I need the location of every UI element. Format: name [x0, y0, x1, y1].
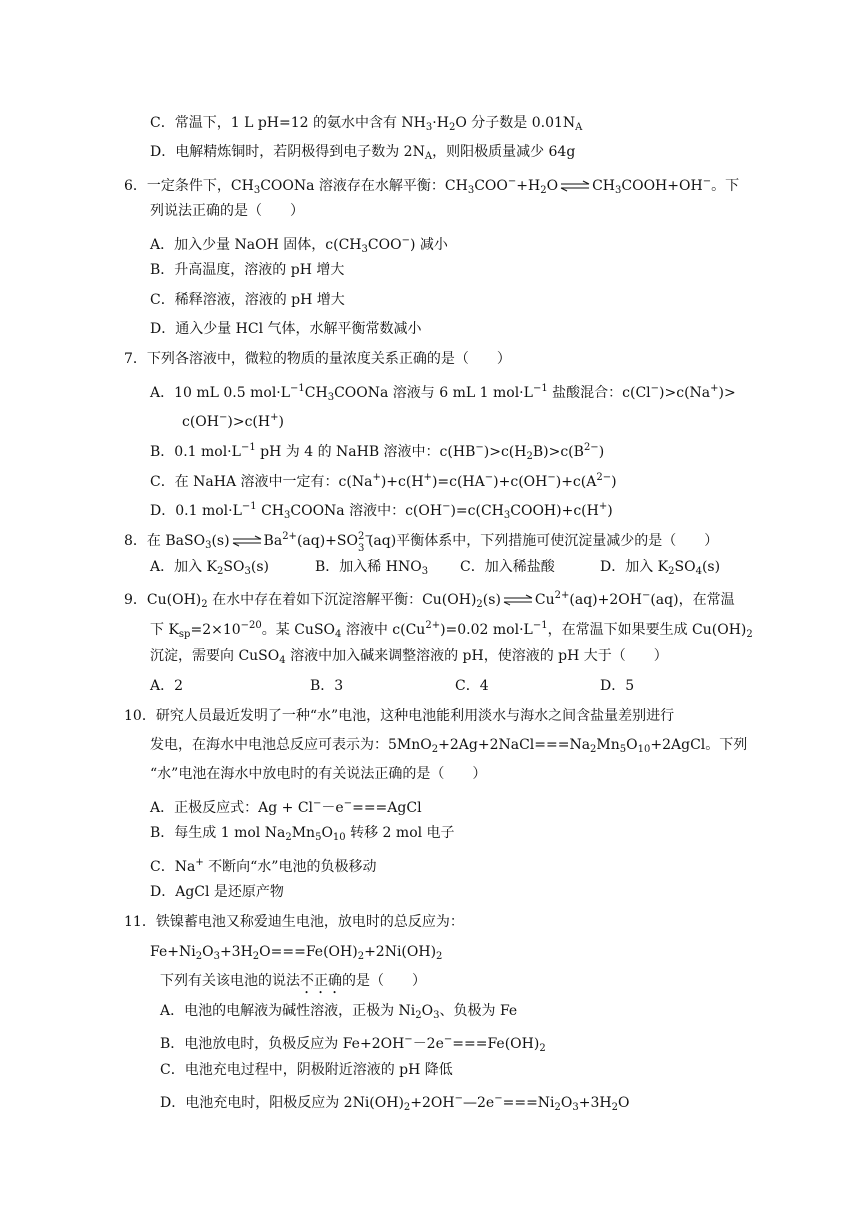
text: —2e — [463, 1095, 495, 1111]
subscript: 2 — [431, 744, 439, 755]
q11-option-c: C．电池充电过程中，阴极附近溶液的 pH 降低 — [160, 1062, 453, 1078]
subscript: 3 — [244, 566, 251, 577]
q7-stem: 7．下列各溶液中，微粒的物质的量浓度关系正确的是（ ） — [124, 351, 511, 367]
superscript: − — [494, 1093, 503, 1104]
superscript: 2− — [583, 442, 599, 453]
q6-option-a — [150, 231, 448, 260]
subscript: 10 — [332, 832, 346, 843]
text: (aq)+SO — [296, 533, 358, 549]
text: －2e — [412, 1036, 444, 1052]
text: D．0.1 mol·L — [150, 503, 242, 519]
text: 转移 2 mol 电子 — [345, 825, 455, 841]
text: CH — [304, 385, 328, 401]
subscript: 2 — [285, 832, 292, 843]
subscript: 4 — [335, 629, 342, 640]
q9-stem-line2 — [150, 616, 753, 645]
q7-option-c — [150, 468, 617, 492]
superscript: − — [484, 472, 494, 483]
q5-option-c — [150, 113, 582, 138]
q7-option-a-line1 — [150, 379, 736, 408]
text: +2AgCl。下列 — [650, 737, 748, 753]
superscript: + — [710, 383, 719, 394]
text: (s) — [482, 592, 501, 608]
q11-option-a — [160, 1001, 517, 1026]
q7-option-a-line2 — [182, 408, 284, 432]
superscript: − — [475, 442, 484, 453]
text: B．电池放电时，负极反应为 Fe+2OH — [160, 1036, 405, 1052]
text: 溶液中加入碱来调整溶液的 pH，使溶液的 pH 大于（ ） — [285, 648, 668, 664]
equilibrium-arrow-icon — [503, 594, 533, 606]
q5-option-d — [150, 142, 575, 167]
subscript: 3 — [503, 510, 511, 521]
superscript: + — [195, 857, 204, 868]
equilibrium-arrow-icon — [560, 180, 590, 192]
subscript: 2 — [357, 951, 365, 962]
text: ) 减小 — [409, 237, 448, 253]
subscript: 3 — [572, 1102, 579, 1113]
text: O — [321, 825, 333, 841]
q9-stem-line1 — [124, 586, 735, 615]
text: D．电解精炼铜时，若阴极得到电子数为 2N — [150, 144, 425, 160]
subscript: 10 — [637, 744, 651, 755]
text: 8．在 BaSO — [124, 533, 206, 549]
subscript: 3 — [615, 185, 622, 196]
subscript: 5 — [619, 744, 627, 755]
text: 沉淀，需要向 CuSO — [150, 648, 280, 664]
subscript: 3 — [253, 185, 261, 196]
q6-option-c: C．稀释溶液，溶液的 pH 增大 — [150, 292, 345, 308]
q9-option-b: B．3 — [310, 678, 344, 694]
text: Fe+Ni — [150, 944, 196, 960]
subscript: 3 — [327, 392, 335, 403]
text: 下 K — [150, 622, 179, 638]
equilibrium-arrow-icon — [232, 535, 262, 547]
q10-stem-line1: 10．研究人员最近发明了一种“水”电池，这种电池能利用淡水与海水之间含盐量差别进行 — [124, 708, 675, 724]
superscript: −1 — [240, 442, 256, 453]
subscript: 2 — [415, 1010, 422, 1021]
subscript: 3 — [361, 244, 368, 255]
superscript: −1 — [532, 383, 548, 394]
text: ) — [607, 503, 613, 519]
subscript: 2 — [554, 1102, 561, 1113]
text: ，则阳极质量减少 64g — [432, 144, 576, 160]
q10-option-d: D．AgCl 是还原产物 — [150, 884, 284, 900]
subscript: A — [575, 122, 583, 133]
text: (aq)+2OH — [569, 592, 642, 608]
subscript: 4 — [279, 655, 286, 666]
text: +2Ag+2NaCl===Na — [438, 737, 591, 753]
text: A．加入 K — [150, 559, 218, 575]
subscript: 2 — [201, 599, 208, 610]
q8-option-b — [315, 557, 428, 582]
text: A．正极反应式：Ag + Cl — [150, 800, 314, 816]
text: Mn — [596, 737, 620, 753]
text: )> — [718, 385, 736, 401]
text: B．每生成 1 mol Na — [150, 825, 286, 841]
text: －e — [321, 800, 344, 816]
superscript: 2− — [596, 472, 612, 483]
superscript: − — [219, 412, 228, 423]
text: 盐酸混合：c(Cl — [547, 385, 651, 401]
text: O — [618, 1095, 630, 1111]
text: 。某 CuSO — [261, 622, 336, 638]
text: 9．Cu(OH) — [124, 592, 202, 608]
text: D．加入 K — [600, 559, 669, 575]
q11-option-d — [160, 1089, 629, 1118]
subscript: 2 — [252, 951, 260, 962]
subscript: 3 — [357, 543, 365, 554]
subscript: 2 — [590, 744, 597, 755]
superscript: −20 — [240, 620, 262, 631]
text: A．加入少量 NaOH 固体，c(CH — [150, 237, 362, 253]
superscript: + — [598, 501, 608, 512]
q11-stem-line3 — [160, 971, 426, 997]
text: COOH)+c(H — [510, 503, 599, 519]
superscript: −1 — [290, 383, 305, 394]
q8-option-d — [600, 557, 720, 582]
text: )+c(OH — [493, 474, 548, 490]
q8-stem — [124, 527, 718, 556]
subscript: 3 — [284, 510, 291, 521]
text: B．0.1 mol·L — [150, 444, 241, 460]
text: CH — [256, 503, 284, 519]
text: 下列有关该电池的说法 — [160, 973, 300, 989]
text: O 分子数是 0.01N — [455, 115, 576, 131]
text: 的是（ ） — [342, 973, 426, 989]
text: B)>c(B — [532, 444, 584, 460]
text: (s) — [211, 533, 230, 549]
text: ) — [598, 444, 605, 460]
superscript: − — [547, 472, 556, 483]
subscript: 2 — [746, 629, 753, 640]
superscript: 2+ — [282, 531, 297, 542]
superscript: −1 — [532, 620, 548, 631]
subscript: 5 — [315, 832, 322, 843]
q9-stem-line3 — [150, 646, 668, 671]
subscript: 2 — [668, 566, 675, 577]
text: D．电池充电时，阳极反应为 2Ni(OH) — [160, 1095, 404, 1111]
q11-equation — [150, 942, 442, 967]
superscript: − — [641, 590, 651, 601]
text: COO — [367, 237, 402, 253]
text: ，在常温下如果要生成 Cu(OH) — [547, 622, 747, 638]
subscript: 3 — [433, 1010, 440, 1021]
subscript: 4 — [695, 566, 702, 577]
text: COONa 溶液与 6 mL 1 mol·L — [334, 385, 533, 401]
text: CH — [592, 178, 616, 194]
text: COONa 溶液存在水解平衡：CH — [260, 178, 468, 194]
q9-option-c: C．4 — [455, 678, 489, 694]
text: ) — [611, 474, 617, 490]
text: )=0.02 mol·L — [440, 622, 533, 638]
text: ===Ni — [502, 1095, 555, 1111]
text: C．在 NaHA 溶液中一定有：c(Na — [150, 474, 373, 490]
superscript: 2− — [357, 531, 373, 542]
q6-stem-line1 — [124, 172, 739, 201]
text: SO — [223, 559, 245, 575]
q6-option-b: B．升高温度，溶液的 pH 增大 — [150, 262, 345, 278]
superscript: + — [423, 472, 432, 483]
subscript: 3 — [467, 185, 475, 196]
text: )=c(CH — [450, 503, 504, 519]
text: c(OH — [182, 414, 219, 430]
subscript: 2 — [436, 951, 443, 962]
text: 不断向“水”电池的负极移动 — [203, 859, 377, 875]
subscript: 2 — [448, 122, 456, 133]
text: ·H — [432, 115, 449, 131]
text: )>c(H — [483, 444, 527, 460]
subscript: 2 — [539, 1043, 546, 1054]
subscript: 2 — [217, 566, 224, 577]
text: +3H — [578, 1095, 612, 1111]
text: Cu — [534, 592, 555, 608]
q11-option-b — [160, 1030, 546, 1059]
text: pH 为 4 的 NaHB 溶液中：c(HB — [255, 444, 476, 460]
q10-stem-line3: “水”电池在海水中放电时的有关说法正确的是（ ） — [150, 766, 487, 782]
text: 6．一定条件下，CH — [124, 178, 254, 194]
q9-option-d: D．5 — [600, 678, 635, 694]
superscript: − — [507, 176, 517, 187]
superscript: − — [650, 383, 660, 394]
subscript: A — [424, 151, 433, 162]
subscript: 3 — [205, 540, 212, 551]
text: A．10 mL 0.5 mol·L — [150, 385, 291, 401]
subscript: sp — [178, 629, 191, 640]
text: 发电，在海水中电池总反应可表示为：5MnO — [150, 737, 432, 753]
q7-option-b — [150, 438, 604, 467]
text: +2OH — [410, 1095, 455, 1111]
superscript: + — [372, 472, 381, 483]
superscript: − — [343, 798, 353, 809]
subscript: 2 — [476, 599, 483, 610]
text: O — [626, 737, 638, 753]
superscript: 2+ — [425, 620, 441, 631]
subscript: 3 — [425, 122, 433, 133]
subscript: 2 — [540, 185, 547, 196]
text: (s) — [701, 559, 721, 575]
text: ) — [278, 414, 284, 430]
superscript: − — [401, 235, 410, 246]
text: O===Fe(OH) — [259, 944, 358, 960]
text: B．加入稀 HNO — [315, 559, 422, 575]
text: 、负极为 Fe — [439, 1003, 518, 1019]
text: +2Ni(OH) — [364, 944, 437, 960]
superscript: − — [442, 501, 451, 512]
text: +3H — [219, 944, 253, 960]
q9-option-a: A．2 — [150, 678, 184, 694]
text: ===AgCl — [352, 800, 422, 816]
text: +H — [516, 178, 541, 194]
text: A．电池的电解液为碱性溶液，正极为 Ni — [160, 1003, 416, 1019]
text: =2×10 — [190, 622, 241, 638]
text: COO — [474, 178, 508, 194]
text: O — [421, 1003, 434, 1019]
text: 。下 — [711, 178, 740, 194]
text: )>c(Na — [659, 385, 711, 401]
superscript: − — [313, 798, 322, 809]
q10-option-b — [150, 823, 455, 848]
q10-option-a — [150, 794, 422, 818]
superscript: + — [270, 412, 279, 423]
text: C．Na — [150, 859, 196, 875]
emphasized-text: 不正确 — [300, 973, 342, 989]
subscript: 2 — [611, 1102, 618, 1113]
text: COOH+OH — [621, 178, 703, 194]
superscript: − — [702, 176, 712, 187]
text: (aq)，在常温 — [650, 592, 735, 608]
q10-stem-line2 — [150, 735, 747, 760]
text: 在水中存在着如下沉淀溶解平衡：Cu(OH) — [207, 592, 477, 608]
superscript: − — [443, 1034, 453, 1045]
q7-option-d — [150, 497, 613, 526]
q10-option-c — [150, 853, 376, 877]
q8-option-a — [150, 557, 269, 582]
text: )+c(A — [555, 474, 597, 490]
text: Ba — [263, 533, 283, 549]
superscript: − — [454, 1093, 464, 1104]
q8-option-c: C．加入稀盐酸 — [460, 559, 555, 575]
q6-option-d: D．通入少量 HCl 气体，水解平衡常数减小 — [150, 321, 422, 337]
text: ===Fe(OH) — [452, 1036, 540, 1052]
subscript: 3 — [213, 951, 220, 962]
q6-stem-line2: 列说法正确的是（ ） — [150, 203, 304, 219]
text: C．常温下，1 L pH=12 的氨水中含有 NH — [150, 115, 426, 131]
text: O — [202, 944, 214, 960]
charge-subscript-stack — [357, 531, 373, 554]
text: 溶液中 c(Cu — [341, 622, 426, 638]
superscript: 2+ — [554, 590, 570, 601]
text: SO — [674, 559, 696, 575]
subscript: 2 — [195, 951, 203, 962]
text: )+c(H — [380, 474, 424, 490]
text: )>c(H — [227, 414, 271, 430]
text: O — [546, 178, 559, 194]
text: (aq)平衡体系中，下列措施可使沉淀量减少的是（ ） — [367, 533, 719, 549]
text: )=c(HA — [431, 474, 485, 490]
text: COONa 溶液中：c(OH — [290, 503, 443, 519]
subscript: 2 — [403, 1102, 411, 1113]
q11-stem-line1: 11．铁镍蓄电池又称爱迪生电池，放电时的总反应为： — [124, 914, 464, 930]
text: O — [560, 1095, 573, 1111]
superscript: − — [404, 1034, 413, 1045]
subscript: 3 — [421, 566, 429, 577]
superscript: −1 — [241, 501, 257, 512]
text: Mn — [291, 825, 316, 841]
text: (s) — [250, 559, 269, 575]
subscript: 2 — [526, 451, 533, 462]
